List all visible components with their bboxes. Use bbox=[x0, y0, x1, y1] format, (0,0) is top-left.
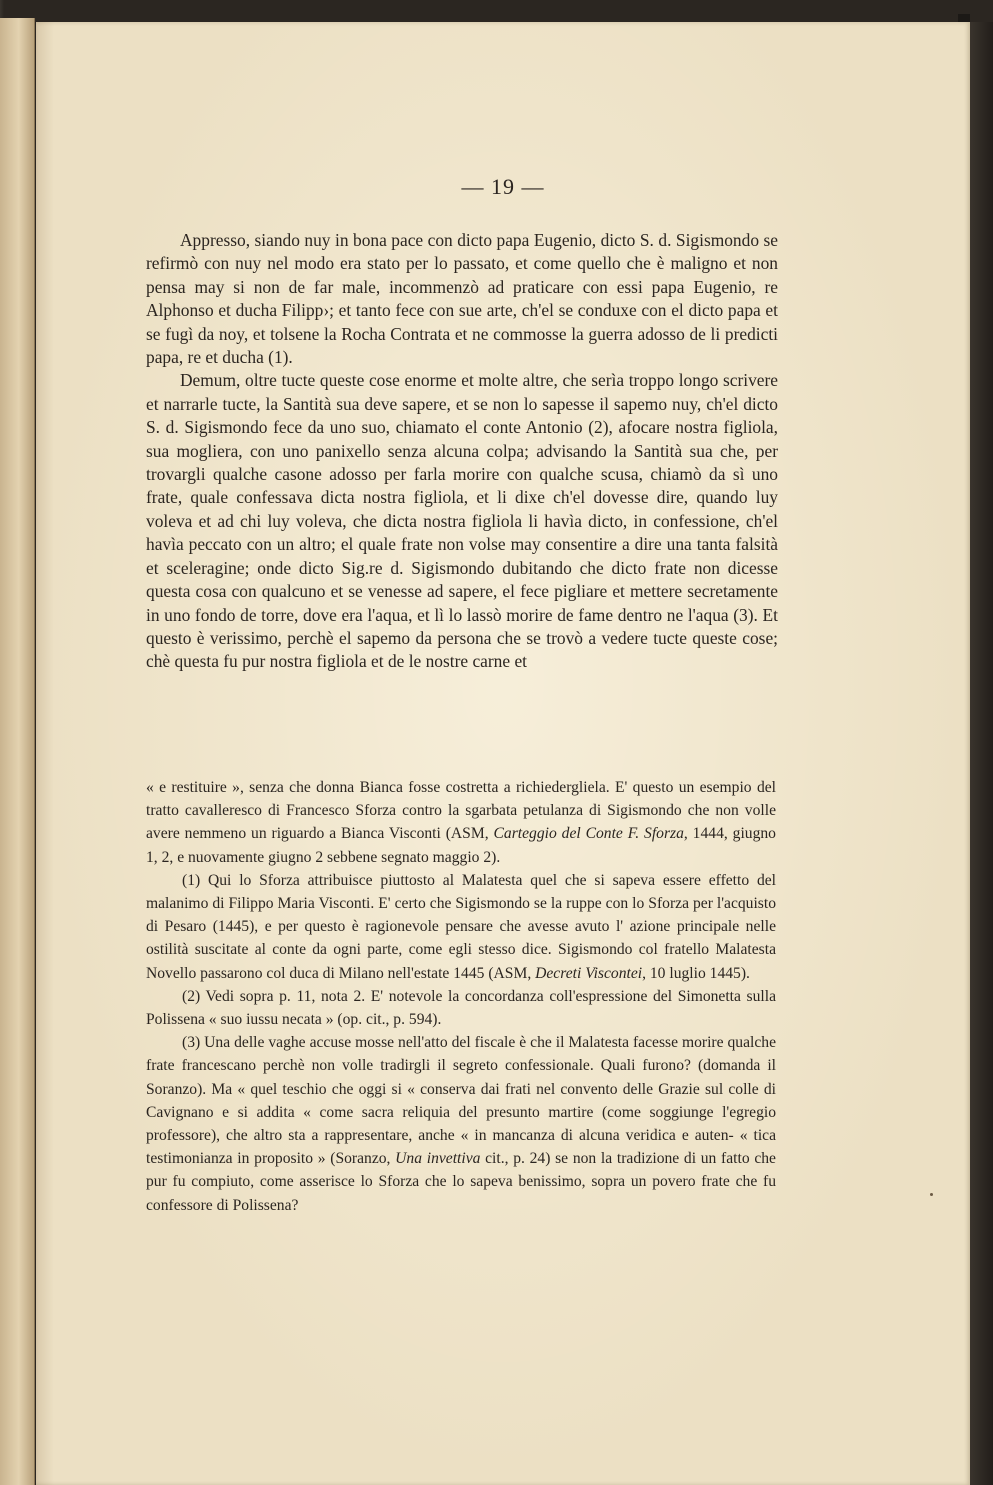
footnote-continuation-end: , 1444, giugno 1, 2, e nuovamente giugno 2 sebbene segnato maggio 2). bbox=[146, 825, 776, 866]
footnote-continuation-text: « e restituire », senza che donna Bianca fosse costretta a richiedergliela. E' questo un esempio del tratto cavalleresco di Francesco Sforza contro la sgarbata petulanza di Sigismondo che non volle avere nemmeno un riguardo a Bianca Visconti (ASM, bbox=[146, 779, 776, 843]
footnotes bbox=[146, 776, 776, 1217]
book-page bbox=[36, 22, 970, 1485]
footnote-continuation-title: Carteggio del Conte F. Sforza bbox=[493, 825, 684, 843]
main-text bbox=[146, 229, 778, 674]
paragraph-2: Demum, oltre tucte queste cose enorme et molte altre, che serìa troppo longo scrivere et narrarle tucte, la Santità sua deve sapere, et se non lo sapesse il sapemo nuy, ch'el dicto S. d. Sigismondo fece da uno suo, chiamato el conte Antonio (2), afocare nostra figliola, sua mogliera, con uno panixello senza alcuna colpa; advisando la Santità sua che, per trovargli qualche casone adosso per farla morire con qualche scusa, chiamò da sì uno frate, quale confessava dicta nostra figliola, et li dixe ch'el dovesse dire, quando luy voleva et ad chi luy voleva, che dicta nostra figliola li havìa dicto, in confessione, ch'el havìa peccato con un altro; el quale frate non volse may consentire a dire una tanta falsità et sceleragine; onde dicto Sig.re d. Sigismondo dubitando che dicto frate non dicesse questa cosa con qualcuno et se venesse ad sapere, el fece pigliare et mettere secretamente in uno fondo de torre, dove era l'aqua, et lì lo lassò morire de fame dentro ne l'aqua (3). Et questo è verissimo, perchè el sapemo da persona che se trovò a vedere tucte queste cose; chè questa fu pur nostra figliola et de le nostre carne et bbox=[146, 370, 778, 672]
paper-speck bbox=[930, 1193, 933, 1196]
paragraph-1: Appresso, siando nuy in bona pace con dicto papa Eugenio, dicto S. d. Sigismondo se refirmò con nuy nel modo era stato per lo passato, et come quello che è maligno et non pensa may si non de far male, incommenzò ad praticare con essi papa Eugenio, re Alphonso et ducha Filipp›; et tanto fece con sue arte, ch'el se conduxe con el dicto papa et se fugì da noy, et tolsene la Rocha Contrata et ne commosse la guerra adosso de li predicti papa, re et ducha (1). bbox=[146, 230, 778, 368]
footnote-3-text: (3) Una delle vaghe accuse mosse nell'atto del fiscale è che il Malatesta facesse morire qualche frate francescano perchè non volle tradirgli il segreto confessionale. Quali furono? (domanda il Soranzo). Ma « quel teschio che oggi si « conserva dai frati nel convento delle Grazie sul colle di Cavignano e si addita « come sacra reliquia del presunto martire (come soggiunge l'egregio professore), che altro sta a rappresentare, anche « in mancanza di alcuna veridica e auten- « tica testimonianza in proposito » (Soranzo, bbox=[146, 1034, 776, 1168]
footnote-3-title: Una invettiva bbox=[395, 1150, 481, 1168]
footnote-1-title: Decreti Viscontei bbox=[535, 964, 643, 982]
page-number: — 19 — bbox=[461, 174, 545, 199]
scan-right-edge bbox=[970, 22, 993, 1485]
footnote-2: (2) Vedi sopra p. 11, nota 2. E' notevole la concordanza coll'espressione del Simonetta sulla Polissena « suo iussu necata » (op. cit., p. 594). bbox=[146, 987, 776, 1029]
facing-page-edge bbox=[0, 18, 35, 1485]
footnote-3-end: cit., p. 24) se non la tradizione di un fatto che pur fu compiuto, come asserisce lo Sforza che lo sapeva benissimo, sopra un povero frate che fu confessore di Polissena? bbox=[146, 1150, 776, 1214]
footnote-1-end: , 10 luglio 1445). bbox=[642, 964, 750, 982]
footnote-1 bbox=[146, 869, 776, 985]
footnote-continuation bbox=[146, 776, 776, 869]
footnote-1-text: (1) Qui lo Sforza attribuisce piuttosto al Malatesta quel che si sapeva essere effetto del malanimo di Filippo Maria Visconti. E' certo che Sigismondo se la ruppe con lo Sforza per l'acquisto di Pesaro (1445), e per questo è ragionevole pensare che avesse avuto l' azione principale nelle ostilità suscitate al conte da ogni parte, come egli stesso dice. Sigismondo col fratello Malatesta Novello passarono col duca di Milano nell'estate 1445 (ASM, bbox=[146, 871, 776, 982]
footnote-3 bbox=[146, 1031, 776, 1217]
